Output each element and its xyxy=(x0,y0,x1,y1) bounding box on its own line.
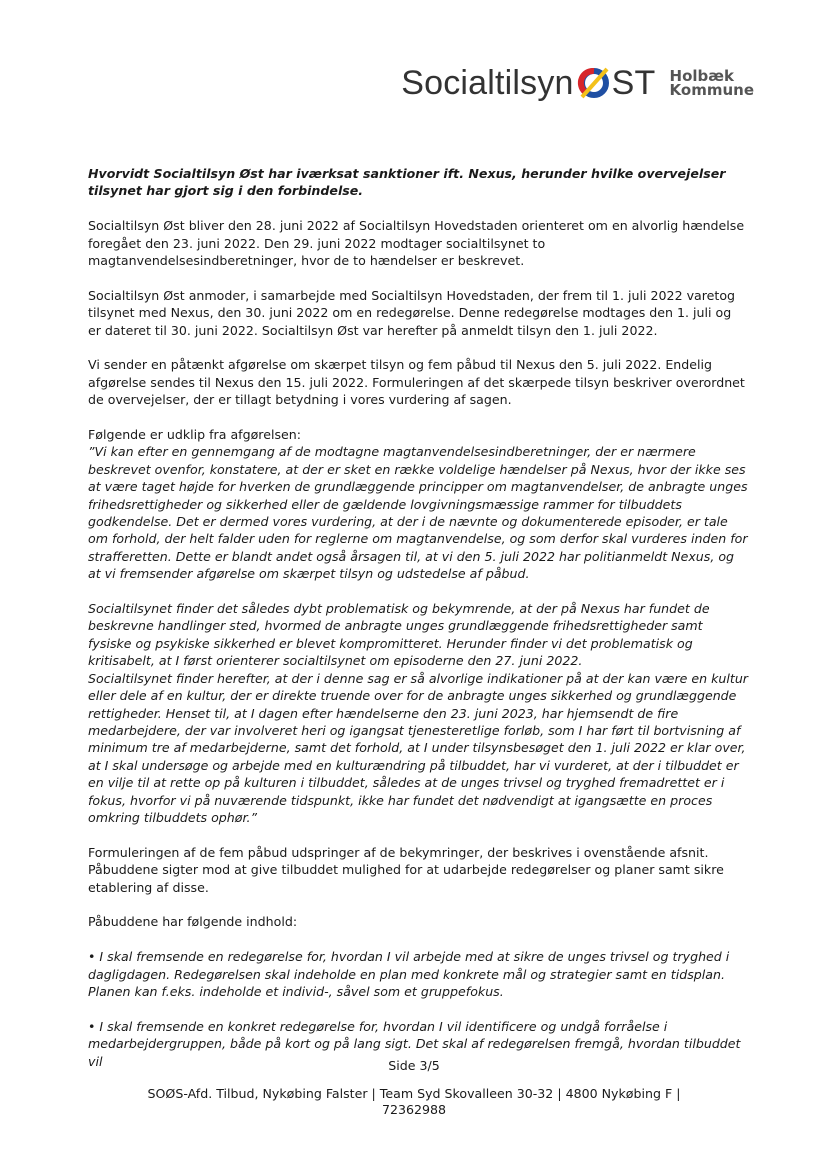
bullet-item: • I skal fremsende en redegørelse for, hvordan I vil arbejde med at sikre de unges trivsel og tryghed i dagligdagen. Redegørelsen skal indeholde en plan med konkrete mål og strategier samt en tidsplan. Planen kan f.eks. indeholde et individ-, såvel som et gruppefokus. xyxy=(88,949,730,999)
municipality-line2: Kommune xyxy=(669,81,754,99)
document-body xyxy=(88,165,748,1070)
paragraph: Socialtilsyn Øst anmoder, i samarbejde med Socialtilsyn Hovedstaden, der frem til 1. juli 2022 varetog tilsynet med Nexus, den 30. juni 2022 om en redegørelse. Denne redegørelse modtages den 1. juli og er dateret til 30. juni 2022. Socialtilsyn Øst var herefter på anmeldt tilsyn den 1. juli 2022. xyxy=(88,287,736,338)
municipality-line1: Holbæk xyxy=(669,67,734,85)
quote-paragraph: ”Vi kan efter en gennemgang af de modtagne magtanvendelsesindberetninger, der er nærmere beskrevet ovenfor, konstatere, at der er sket en række voldelige hændelser på Nexus, hvor der ikke ses at være taget højde for hverken de grundlæggende principper om magtanvendelser, de anbragte unges frihedsrettigheder og sikkerhed eller de gældende lovgivningsmæssige rammer for tilbuddets godkendelse. Det er dermed vores vurdering, at der i de nævnte og dokumenterede episoder, er tale om forhold, der helt falder uden for reglerne om magtanvendelse, og som derfor skal vurderes inden for strafferetten. Dette er blandt andet også årsagen til, at vi den 5. juli 2022 har politianmeldt Nexus, og at vi fremsender afgørelse om skærpet tilsyn og udstedelse af påbud. xyxy=(88,444,748,582)
footer-address: SOØS-Afd. Tilbud, Nykøbing Falster | Team Syd Skovalleen 30-32 | 4800 Nykøbing F | 72362988 xyxy=(147,1086,681,1117)
quote-paragraph: Socialtilsynet finder det således dybt problematisk og bekymrende, at der på Nexus har fundet de beskrevne handlinger sted, hvormed de anbragte unges grundlæggende frihedsrettigheder samt fysiske og psykiske sikkerhed er blevet kompromitteret. Herunder finder vi det problematisk og kritisabelt, at I først orienterer socialtilsynet om episoderne den 27. juni 2022. xyxy=(88,601,710,669)
holbaek-kommune-logo xyxy=(670,69,754,97)
quote-intro: Følgende er udklip fra afgørelsen: xyxy=(88,427,301,443)
paragraph: Socialtilsyn Øst bliver den 28. juni 2022 af Socialtilsyn Hovedstaden orienteret om en alvorlig hændelse foregået den 23. juni 2022. Den 29. juni 2022 modtager socialtilsynet to magtanvendelsesindberetninger, hvor de to hændelser er beskrevet. xyxy=(88,218,745,269)
paragraph: Formuleringen af de fem påbud udspringer af de bekymringer, der beskrives i ovenstående afsnit. Påbuddene sigter mod at give tilbuddet mulighed for at udarbejde redegørelser og planer samt sikre etablering af disse. xyxy=(88,844,724,895)
socialtilsyn-ost-logo xyxy=(401,64,655,103)
paragraph: Vi sender en påtænkt afgørelse om skærpet tilsyn og fem påbud til Nexus den 5. juli 2022. Endelig afgørelse sendes til Nexus den 15. juli 2022. Formuleringen af det skærpede tilsyn beskriver overordnet de overvejelser, der er tillagt betydning i vores vurdering af sagen. xyxy=(88,357,745,408)
page-number: Side 3/5 xyxy=(388,1058,440,1073)
paragraph: Påbuddene har følgende indhold: xyxy=(88,914,298,930)
bullet-item: • I skal fremsende en konkret redegørelse for, hvordan I vil identificere og undgå forråelse i medarbejdergruppen, både på kort og på lang sigt. Det skal af redegørelsen fremgå, hvordan tilbuddet vil xyxy=(88,1018,741,1069)
brand-text-right: ST xyxy=(611,63,656,102)
brand-text-left: Socialtilsyn xyxy=(401,63,574,102)
header xyxy=(401,60,754,106)
logo-o-icon xyxy=(577,66,611,100)
quote-paragraph: Socialtilsynet finder herefter, at der i denne sag er så alvorlige indikationer på at der kan være en kultur eller dele af en kultur, der er direkte truende over for de anbragte unges sikkerhed og grundlæggende rettigheder. Henset til, at I dagen efter hændelserne den 23. juni 2023, har hjemsendt de fire medarbejdere, der var involveret heri og igangsat tjenesteretlige forløb, som I har ført til bortvisning af minimum tre af medarbejderne, samt det forhold, at I under tilsynsbesøget den 1. juli 2022 er klar over, at I skal undersøge og arbejde med en kulturændring på tilbuddet, har vi vurderet, at der i tilbuddet er en vilje til at rette op på kulturen i tilbuddet, således at de unges trivsel og tryghed fremadrettet er i fokus, hvorfor vi på nuværende tidspunkt, ikke har fundet det nødvendigt at igangsætte en proces omkring tilbuddets ophør.” xyxy=(88,670,748,825)
section-heading: Hvorvidt Socialtilsyn Øst har iværksat sanktioner ift. Nexus, herunder hvilke overvejelser tilsynet har gjort sig i den forbindelse. xyxy=(88,166,726,199)
